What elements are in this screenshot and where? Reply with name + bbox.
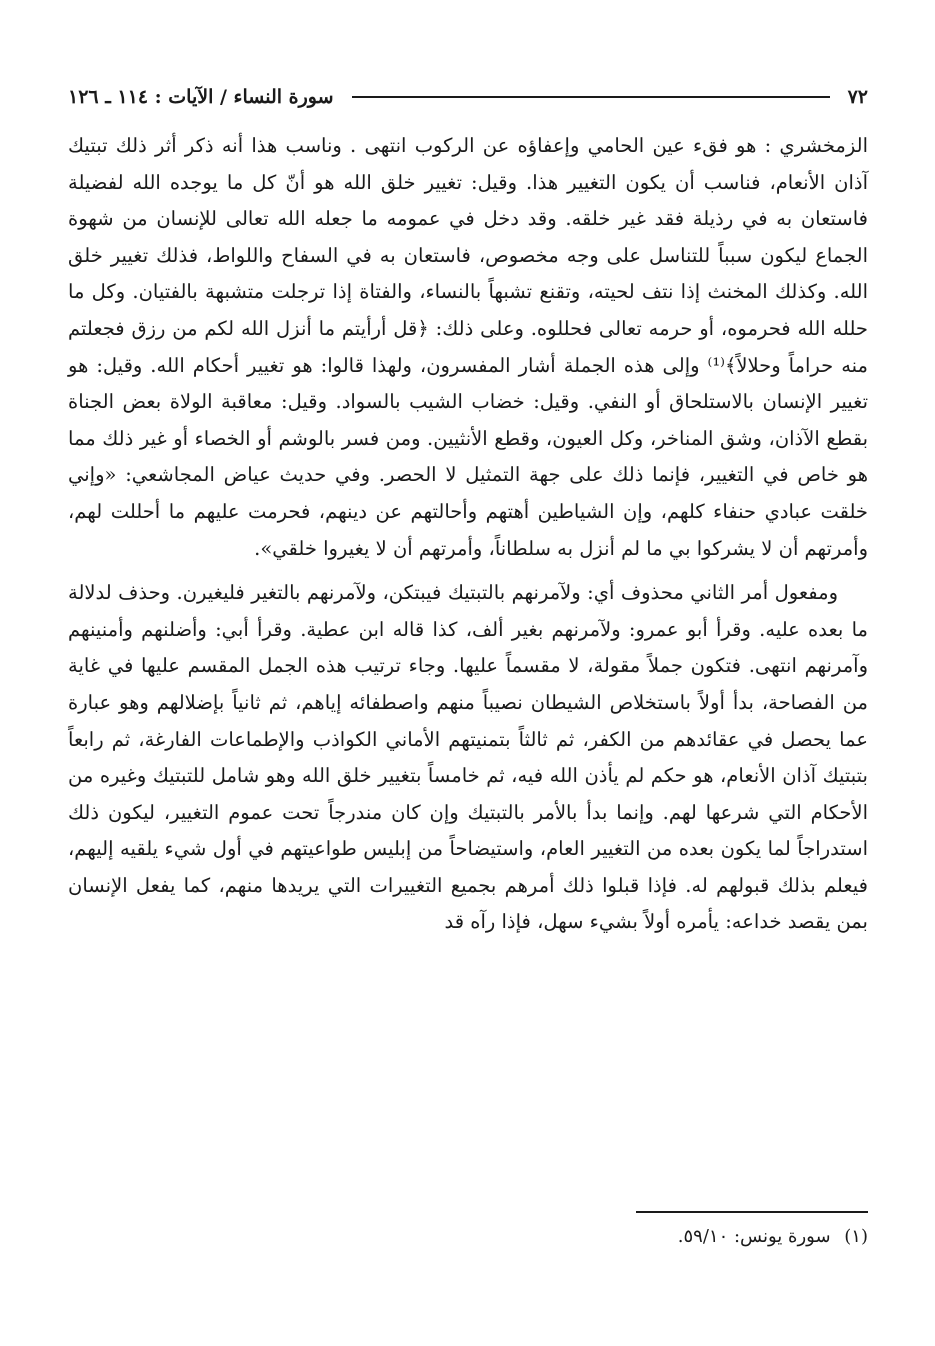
footnote — [678, 1225, 868, 1249]
running-title: سورة النساء / الآيات : ١١٤ ـ ١٢٦ — [68, 86, 334, 108]
book-page — [68, 78, 868, 1278]
paragraph-1: الزمخشري : هو فقء عين الحامي وإعفاؤه عن الركوب انتهى . وناسب هذا أنه ذكر أثر ذلك تبتيك آذان الأنعام، فناسب أن يكون التغيير هذا. وقيل: تغيير خلق الله هو أنّ كل ما يوجده الله لفضيلة فاستعان به في رذيلة فقد غير خلقه. وقد دخل في عمومه ما جعله الله تعالى للإنسان من شهوة الجماع ليكون سبباً للتناسل على وجه مخصوص، فاستعان به في السفاح واللواط، فذلك تغيير خلق الله. وكذلك المخنث إذا نتف لحيته، وتقنع تشبهاً بالنساء، والفتاة إذا ترجلت متشبهة بالفتيان. وكل ما حلله الله فحرموه، أو حرمه تعالى فحللوه. وعلى ذلك: ﴿قل أرأيتم ما أنزل الله لكم من رزق فجعلتم منه حراماً وحلالاً﴾⁽¹⁾ وإلى هذه الجملة أشار المفسرون، ولهذا قالوا: هو تغيير أحكام الله. وقيل: هو تغيير الإنسان بالاستلحاق أو النفي. وقيل: خضاب الشيب بالسواد. وقيل: معاقبة الولاة بعض الجناة بقطع الآذان، وشق المناخر، وكل العيون، وقطع الأنثيين. ومن فسر بالوشم أو الخصاء أو غير ذلك مما هو خاص في التغيير، فإنما ذلك على جهة التمثيل لا الحصر. وفي حديث عياض المجاشعي: «وإني خلقت عبادي حنفاء كلهم، وإن الشياطين أهتهم وأحالتهم عن دينهم، فحرمت عليهم ما أحللت لهم، وأمرتهم أن لا يشركوا بي ما لم أنزل به سلطاناً، وأمرتهم أن لا يغيروا خلقي». — [68, 134, 868, 560]
header-rule — [352, 96, 830, 98]
footnote-number: (١) — [844, 1226, 868, 1247]
paragraph-2: ومفعول أمر الثاني محذوف أي: ولآمرنهم بالتبتيك فيبتكن، ولآمرنهم بالتغير فليغيرن. وحذف لدلالة ما بعده عليه. وقرأ أبو عمرو: ولآمرنهم بغير ألف، كذا قاله ابن عطية. وقرأ أبي: وأضلنهم وأمنينهم وآمرنهم انتهى. فتكون جملاً مقولة، لا مقسماً عليها. وجاء ترتيب هذه الجمل المقسم عليها في غاية من الفصاحة، بدأ أولاً باستخلاص الشيطان نصيباً منهم واصطفائه إياهم، ثم ثانياً بإضلالهم وهو عبارة عما يحصل في عقائدهم من الكفر، ثم ثالثاً بتمنيتهم الأماني الكواذب والإطماعات الفارغة، ثم رابعاً بتبتيك آذان الأنعام، هو حكم لم يأذن الله فيه، ثم خامساً بتغيير خلق الله وهو شامل للتبتيك وغيره من الأحكام التي شرعها لهم. وإنما بدأ بالأمر بالتبتيك وإن كان مندرجاً تحت عموم التغيير، ليكون ذلك استدراجاً لما يكون بعده من التغيير العام، واستيضاحاً من إبليس طواعيتهم في أول شيء يلقيه إليهم، فيعلم بذلك قبولهم له. فإذا قبلوا ذلك أمرهم بجميع التغييرات التي يريدها منهم، كما يفعل الإنسان بمن يقصد خداعه: يأمره أولاً بشيء سهل، فإذا رآه قد — [68, 581, 868, 934]
footnote-text: سورة يونس: ٥٩/١٠. — [677, 1226, 831, 1247]
page-number: ٧٢ — [847, 86, 868, 108]
main-text — [68, 128, 868, 941]
running-header — [68, 78, 868, 116]
footnote-separator — [636, 1211, 868, 1213]
